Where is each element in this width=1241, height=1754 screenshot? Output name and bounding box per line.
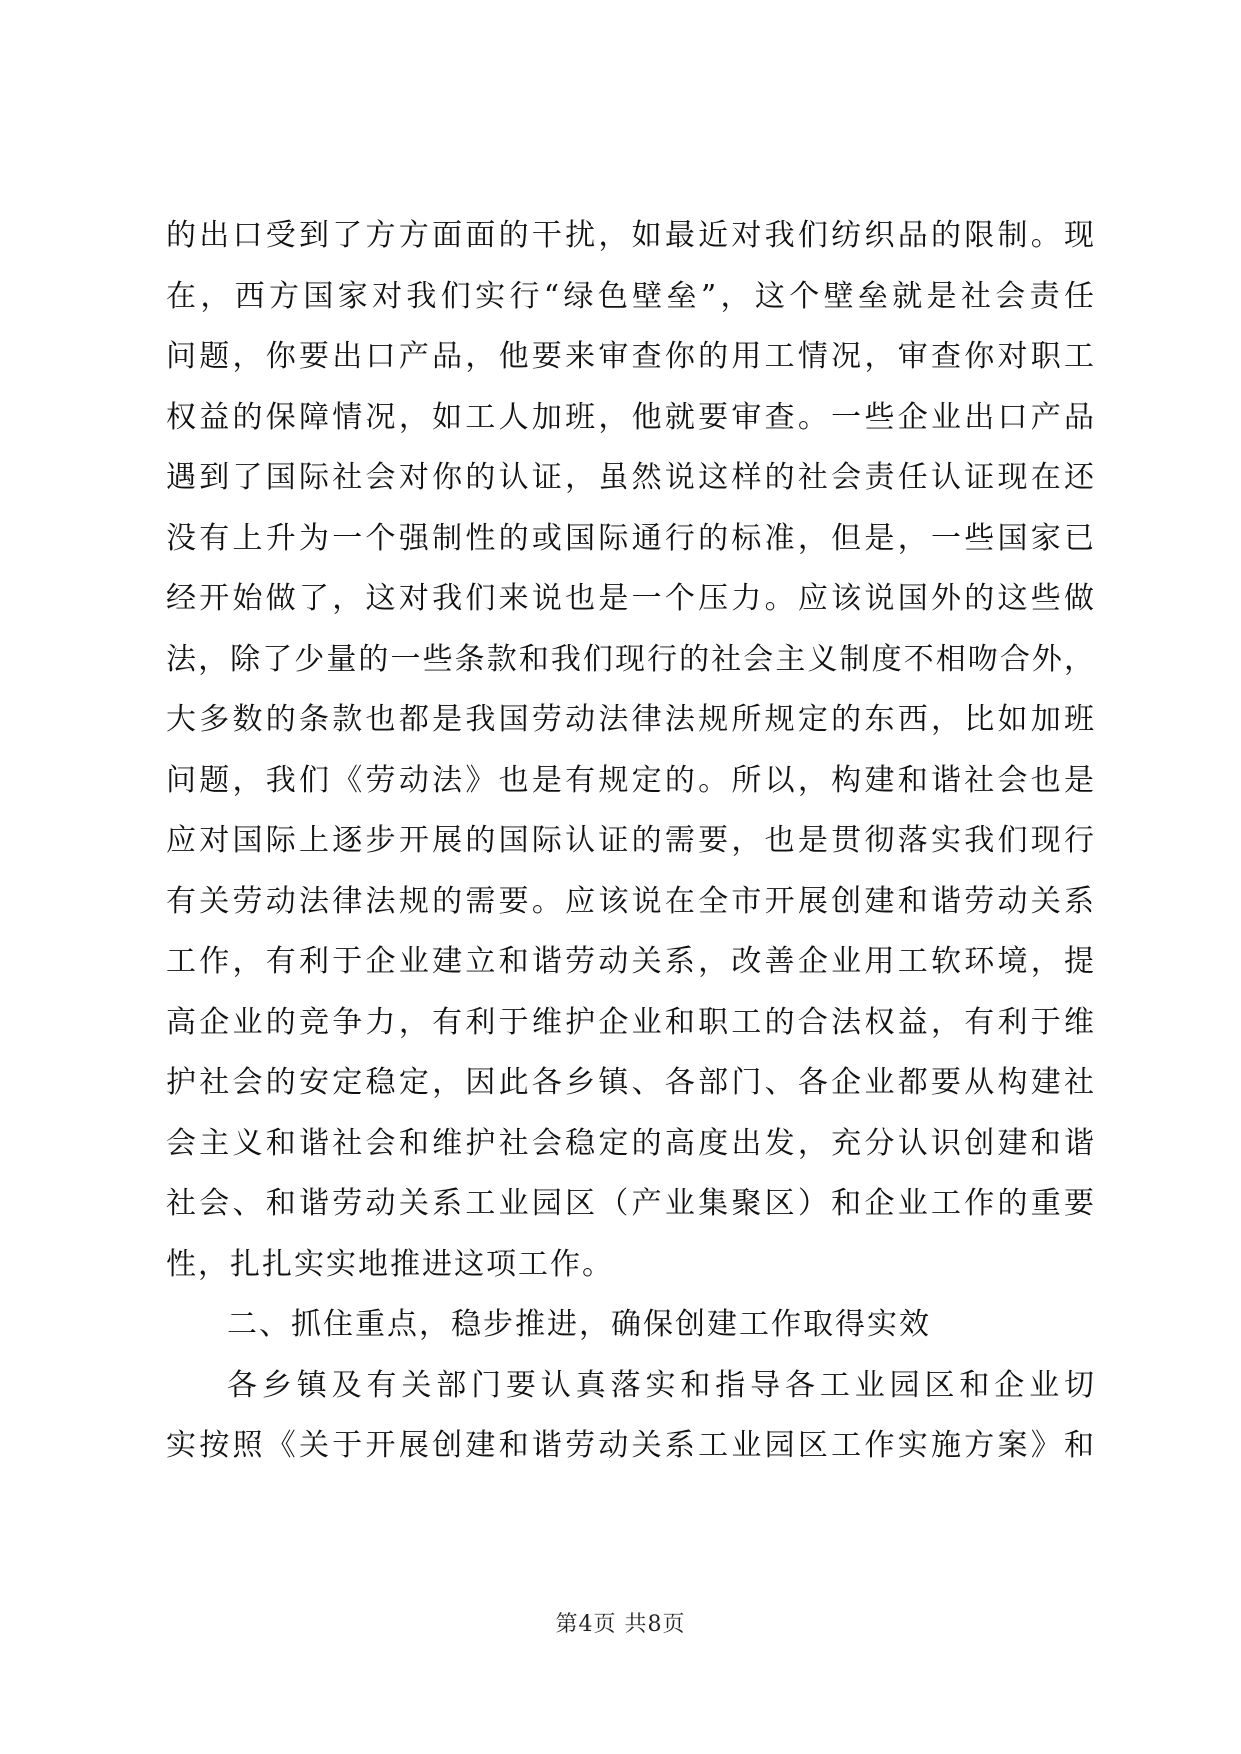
body-line: 有关劳动法律法规的需要。应该说在全市开展创建和谐劳动关系: [166, 883, 1096, 919]
body-line: 经开始做了，这对我们来说也是一个压力。应该说国外的这些做: [166, 581, 1096, 616]
body-line: 在，西方国家对我们实行“绿色壁垒”，这个壁垒就是社会责任: [166, 278, 1096, 314]
body-line: 高企业的竞争力，有利于维护企业和职工的合法权益，有利于维: [166, 1004, 1096, 1040]
page-footer: [0, 1607, 1241, 1638]
body-line: 遇到了国际社会对你的认证，虽然说这样的社会责任认证现在还: [166, 460, 1096, 495]
body-line: 护社会的安定稳定，因此各乡镇、各部门、各企业都要从构建社: [166, 1065, 1096, 1100]
body-line: 权益的保障情况，如工人加班，他就要审查。一些企业出口产品: [166, 399, 1096, 435]
body-line: 会主义和谐社会和维护社会稳定的高度出发，充分认识创建和谐: [166, 1125, 1096, 1161]
body-line: 性，扎扎实实地推进这项工作。: [166, 1246, 614, 1282]
body-line: 社会、和谐劳动关系工业园区（产业集聚区）和企业工作的重要: [166, 1186, 1096, 1221]
body-line: 工作，有利于企业建立和谐劳动关系，改善企业用工软环境，提: [166, 944, 1096, 979]
body-line: 没有上升为一个强制性的或国际通行的标准，但是，一些国家已: [166, 520, 1096, 556]
body-line: 实按照《关于开展创建和谐劳动关系工业园区工作实施方案》和: [166, 1428, 1096, 1463]
section-heading: 二、抓住重点，稳步推进，确保创建工作取得实效: [227, 1307, 931, 1342]
body-line: 法，除了少量的一些条款和我们现行的社会主义制度不相吻合外，: [166, 641, 1096, 677]
body-line: 的出口受到了方方面面的干扰，如最近对我们纺织品的限制。现: [166, 218, 1096, 253]
body-line: 大多数的条款也都是我国劳动法律法规所规定的东西，比如加班: [166, 702, 1096, 737]
document-body: [166, 206, 1096, 1477]
page-number: 第4页 共8页: [555, 1612, 686, 1637]
body-line: 应对国际上逐步开展的国际认证的需要，也是贯彻落实我们现行: [166, 823, 1096, 858]
body-line: 问题，我们《劳动法》也是有规定的。所以，构建和谐社会也是: [166, 762, 1096, 798]
body-line: 问题，你要出口产品，他要来审查你的用工情况，审查你对职工: [166, 339, 1096, 374]
body-line: 各乡镇及有关部门要认真落实和指导各工业园区和企业切: [227, 1367, 1096, 1403]
